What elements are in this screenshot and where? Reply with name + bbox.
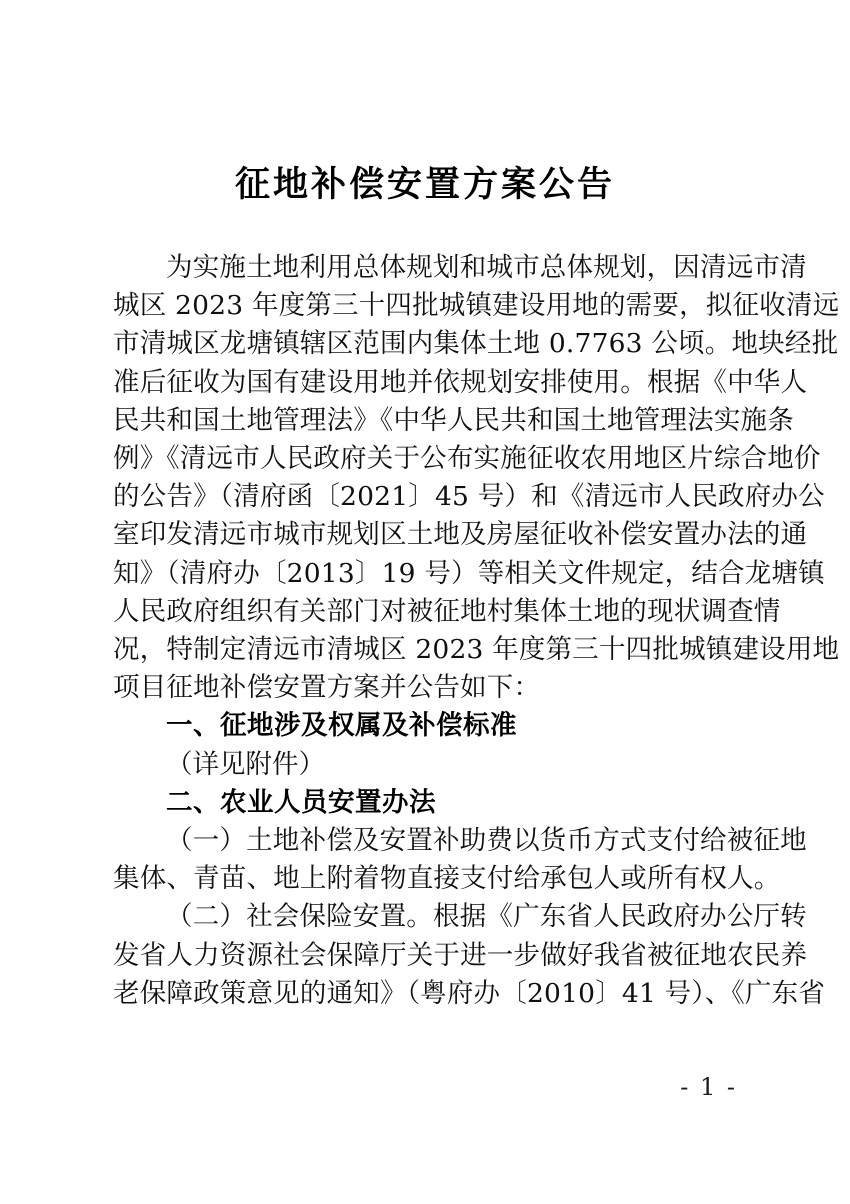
text-line: 室印发清远市城市规划区土地及房屋征收补偿安置办法的通	[113, 519, 808, 551]
text-line: 知》（清府办〔2013〕19 号）等相关文件规定，结合龙塘镇	[113, 557, 825, 589]
text-line: 准后征收为国有建设用地并依规划安排使用。根据《中华人	[113, 366, 808, 398]
paragraph-item-1	[113, 822, 807, 898]
text-line: （一）土地补偿及安置补助费以货币方式支付给被征地	[166, 825, 807, 857]
text-line: 集体、青苗、地上附着物直接支付给承包人或所有权人。	[113, 863, 781, 895]
text-line: 城区 2023 年度第三十四批城镇建设用地的需要，拟征收清远	[113, 290, 840, 322]
text-line: 发省人力资源社会保障厅关于进一步做好我省被征地农民养	[113, 939, 808, 971]
text-line: 例》《清远市人民政府关于公布实施征收农用地区片综合地价	[113, 443, 821, 475]
paragraph-intro	[113, 249, 840, 707]
page-title: 征地补偿安置方案公告	[234, 164, 615, 205]
text-line: 的公告》（清府函〔2021〕45 号）和《清远市人民政府办公	[113, 481, 825, 513]
text-line: 老保障政策意见的通知》（粤府办〔2010〕41 号）、《广东省	[113, 977, 826, 1009]
document-body	[113, 249, 840, 1013]
section-1-attachment-note: （详见附件）	[166, 748, 325, 780]
text-line: 项目征地补偿安置方案并公告如下：	[113, 672, 541, 704]
text-line: 人民政府组织有关部门对被征地村集体土地的现状调查情	[113, 595, 781, 627]
text-line: 为实施土地利用总体规划和城市总体规划，因清远市清	[166, 252, 807, 283]
text-line: 况，特制定清远市清城区 2023 年度第三十四批城镇建设用地	[113, 634, 840, 666]
page-number: - 1 -	[680, 1073, 737, 1101]
paragraph-item-2	[113, 898, 826, 1013]
section-heading-1: 一、征地涉及权属及补偿标准	[166, 710, 517, 742]
text-line: （二）社会保险安置。根据《广东省人民政府办公厅转	[166, 901, 807, 933]
text-line: 民共和国土地管理法》《中华人民共和国土地管理法实施条	[113, 404, 794, 436]
text-line: 市清城区龙塘镇辖区范围内集体土地 0.7763 公顷。地块经批	[113, 328, 839, 360]
section-heading-2: 二、农业人员安置办法	[166, 786, 436, 818]
